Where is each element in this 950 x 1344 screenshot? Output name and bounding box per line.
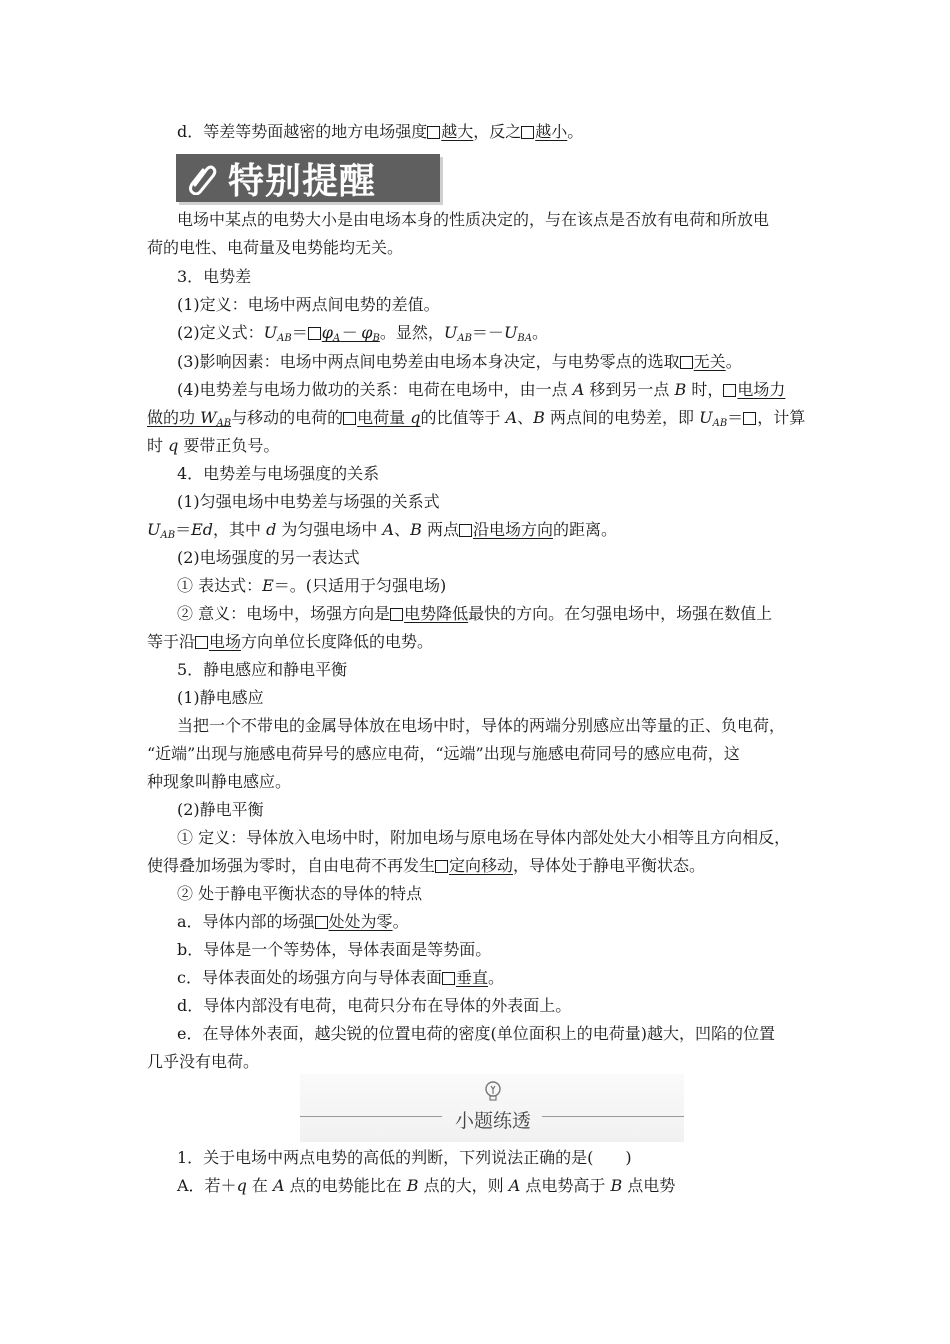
question-option: A．若＋q 在 A 点的电势能比在 B 点的大，则 A 点电势高于 B 点电势 [177, 1176, 676, 1195]
text-line: ① 表达式：E＝。(只适用于匀强电场) [177, 576, 447, 595]
text-line: 等于沿 电场方向单位长度降低的电势。 [147, 632, 434, 651]
question-stem: 1．关于电场中两点电势的高低的判断，下列说法正确的是( ) [177, 1148, 632, 1167]
section-heading: 5．静电感应和静电平衡 [177, 660, 348, 679]
text-line: d．等差等势面越密的地方电场强度 越大，反之 越小。 [177, 122, 584, 141]
blank-box [521, 126, 534, 139]
list-item: c．导体表面处的场强方向与导体表面 垂直。 [177, 968, 504, 987]
section-heading: 4．电势差与电场强度的关系 [177, 464, 380, 483]
text-line: (2)定义式：$U_{AB}= \varphi_A- \varphi_B$。显然，$U_{AB}=-U_{BA}$。 [177, 323, 549, 344]
text-line: $U_{AB}=Ed$，其中 d 为匀强电场中 A、B 两点 沿电场方向的距离。 [147, 520, 617, 541]
blank-box [343, 412, 356, 425]
banner-title: 特别提醒 [228, 160, 377, 202]
paragraph-line: 使得叠加场强为零时，自由电荷不再发生 定向移动，导体处于静电平衡状态。 [147, 856, 706, 875]
blank-box [459, 524, 472, 537]
paragraph-line: 电场中某点的电势大小是由电场本身的性质决定的，与在该点是否放有电荷和所放电 [177, 210, 770, 229]
special-reminder-banner [176, 154, 440, 202]
blank-box [308, 327, 321, 340]
text-line: ② 意义：电场中，场强方向是 电势降低最快的方向。在匀强电场中，场强在数值上 [177, 604, 773, 623]
blank-box [743, 412, 756, 425]
text-line: ② 处于静电平衡状态的导体的特点 [177, 884, 423, 903]
section-heading: 3．电势差 [177, 267, 252, 286]
blank-box [435, 860, 448, 873]
lightbulb-icon [483, 1080, 503, 1102]
divider-title: 小题练透 [454, 1110, 531, 1132]
paragraph-line: 荷的电性、电荷量及电势能均无关。 [147, 238, 404, 257]
divider-line-right [542, 1116, 684, 1117]
list-item: a．导体内部的场强 处处为零。 [177, 912, 409, 931]
blank-box [680, 356, 693, 369]
section-divider [300, 1074, 684, 1142]
blank-box [427, 126, 440, 139]
paperclip-icon [176, 154, 228, 202]
text-line: (1)静电感应 [177, 688, 264, 707]
text-line: (2)静电平衡 [177, 800, 264, 819]
text-line: 时 q 要带正负号。 [147, 436, 280, 455]
list-item: 几乎没有电荷。 [147, 1052, 260, 1071]
paragraph-line: “近端”出现与施感电荷异号的感应电荷，“远端”出现与施感电荷同号的感应电荷，这 [147, 744, 740, 763]
paragraph-line: ① 定义：导体放入电场中时，附加电场与原电场在导体内部处处大小相等且方向相反， [177, 828, 791, 847]
blank-box [723, 384, 736, 397]
text-line: (2)电场强度的另一表达式 [177, 548, 360, 567]
list-item: e．在导体外表面，越尖锐的位置电荷的密度(单位面积上的电荷量)越大，凹陷的位置 [177, 1024, 775, 1043]
blank-box [195, 636, 208, 649]
list-item: d．导体内部没有电荷，电荷只分布在导体的外表面上。 [177, 996, 572, 1015]
blank-box [315, 916, 328, 929]
text-line: (1)定义：电场中两点间电势的差值。 [177, 295, 440, 314]
text-line: 做的功 $W_{AB}$与移动的电荷的 电荷量 q的比值等于 A、B 两点间的电势差，即 $U_{AB}=$ ，计算 [147, 408, 806, 429]
text-line: (1)匀强电场中电势差与场强的关系式 [177, 492, 440, 511]
divider-line-left [300, 1116, 442, 1117]
paragraph-line: 种现象叫静电感应。 [147, 772, 292, 791]
text-line: (4)电势差与电场力做功的关系：电荷在电场中，由一点 A 移到另一点 B 时， 电场力 [177, 380, 786, 399]
text-line: (3)影响因素：电场中两点间电势差由电场本身决定，与电势零点的选取 无关。 [177, 352, 742, 371]
blank-box [390, 608, 403, 621]
paragraph-line: 当把一个不带电的金属导体放在电场中时，导体的两端分别感应出等量的正、负电荷， [177, 716, 786, 735]
list-item: b．导体是一个等势体，导体表面是等势面。 [177, 940, 492, 959]
blank-box [442, 972, 455, 985]
